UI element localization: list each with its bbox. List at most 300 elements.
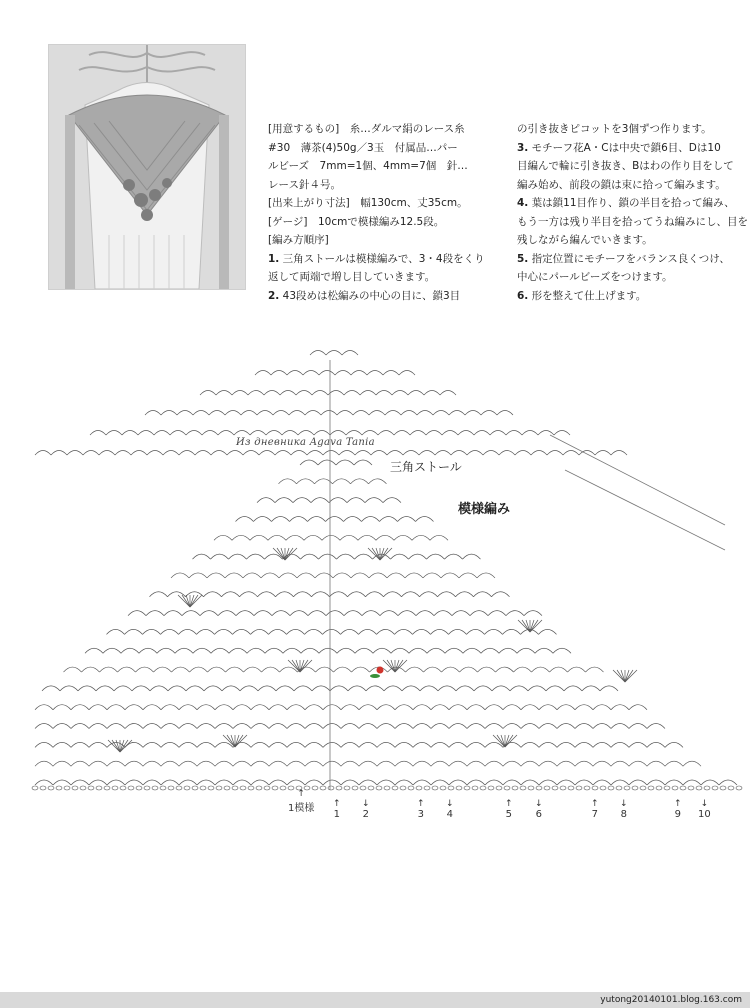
chain-arc	[257, 498, 275, 503]
chain-arc	[420, 592, 438, 597]
fan-stitch	[277, 548, 285, 560]
chain-arc	[413, 629, 431, 634]
chain-arc	[355, 648, 373, 653]
chain-arc	[485, 761, 503, 766]
chain-arc	[161, 724, 179, 729]
chain-arc	[323, 724, 341, 729]
chain-arc	[341, 742, 359, 747]
picot-arc	[280, 391, 296, 396]
chain-arc	[179, 780, 197, 785]
fan-stitch	[182, 595, 190, 607]
crochet-chart	[25, 330, 750, 830]
chain-arc	[143, 761, 161, 766]
arrow-down-icon: ↓	[700, 799, 709, 809]
chain-arc	[107, 780, 125, 785]
chain-arc	[395, 761, 413, 766]
chain-arc	[398, 516, 416, 521]
chain-arc	[568, 667, 586, 672]
picot-arc	[483, 451, 499, 456]
picot-arc	[248, 391, 264, 396]
chain-arc	[398, 611, 416, 616]
chain-arc	[279, 479, 297, 484]
picot-arc	[383, 371, 399, 376]
chain-arc	[391, 648, 409, 653]
picot-arc	[186, 431, 202, 436]
chain-arc	[557, 742, 575, 747]
chain-arc	[258, 686, 276, 691]
chain-arc	[215, 780, 233, 785]
step-line	[268, 250, 485, 269]
chain-arc	[197, 761, 215, 766]
chain-arc	[460, 667, 478, 672]
chain-arc	[154, 667, 172, 672]
chain-arc	[53, 705, 71, 710]
chain-arc	[539, 724, 557, 729]
chain-arc	[354, 460, 372, 465]
chain-arc	[438, 686, 456, 691]
chain-arc	[53, 724, 71, 729]
chain-arc	[312, 686, 330, 691]
repeat-number: ↑ 5	[505, 799, 513, 820]
picot-arc	[282, 431, 298, 436]
chain-arc	[125, 742, 143, 747]
chain-arc	[445, 554, 463, 559]
chain-arc	[362, 611, 380, 616]
step-text: 目編んで輪に引き抜き、Bはわの作り目をして	[517, 160, 734, 172]
chain-arc	[485, 724, 503, 729]
chain-arc	[387, 573, 405, 578]
picot-arc	[216, 391, 232, 396]
chain-arc	[431, 780, 449, 785]
chain-arc	[459, 573, 477, 578]
chain-arc	[197, 629, 215, 634]
picot-arc	[257, 411, 273, 416]
chain-arc	[258, 592, 276, 597]
chain-arc	[442, 667, 460, 672]
picot-arc	[371, 451, 387, 456]
chain-arc	[456, 686, 474, 691]
step-line	[517, 268, 748, 287]
chain-arc	[467, 761, 485, 766]
chain-arc	[405, 573, 423, 578]
chain-arc	[344, 611, 362, 616]
arrow-down-icon: ↓	[362, 799, 370, 809]
chain-arc	[329, 498, 347, 503]
chain-arc	[251, 742, 269, 747]
chain-arc	[276, 592, 294, 597]
picot-arc	[385, 411, 401, 416]
picot-arc	[538, 431, 554, 436]
chain-arc	[233, 761, 251, 766]
step-text: 葉は鎖11目作り、鎖の半目を拾って編み、	[531, 197, 735, 209]
chain-arc	[293, 498, 311, 503]
chain-arc	[308, 516, 326, 521]
picot-arc	[289, 411, 305, 416]
chain-arc	[319, 648, 337, 653]
chain-arc	[323, 705, 341, 710]
chain-arc	[416, 516, 434, 521]
chain-arc	[125, 780, 143, 785]
picot-arc	[122, 431, 138, 436]
chain-arc	[575, 780, 593, 785]
picot-arc	[275, 451, 291, 456]
chain-arc	[125, 705, 143, 710]
picot-arc	[303, 371, 319, 376]
size-line: [出来上がり寸法] 幅130cm、丈35cm。	[268, 197, 468, 209]
chain-arc	[272, 516, 290, 521]
chain-arc	[477, 573, 495, 578]
chain-arc	[629, 761, 647, 766]
chain-arc	[373, 648, 391, 653]
arrow-down-icon: ↓	[620, 799, 628, 809]
fan-stitch	[505, 735, 513, 747]
chain-arc	[71, 742, 89, 747]
picot-arc	[362, 431, 378, 436]
chain-arc	[305, 705, 323, 710]
chain-arc	[463, 648, 481, 653]
chain-arc	[179, 705, 197, 710]
repeat-markers	[0, 790, 750, 820]
step-text: 編み始め、前段の鎖は束に拾って編みます。	[517, 178, 726, 191]
picot-arc	[259, 451, 275, 456]
chain-arc	[78, 686, 96, 691]
chain-arc	[312, 592, 330, 597]
chain-arc	[226, 667, 244, 672]
chain-arc	[247, 554, 265, 559]
chain-arc	[89, 780, 107, 785]
picot-arc	[287, 371, 303, 376]
chain-arc	[233, 629, 251, 634]
chain-arc	[377, 742, 395, 747]
chain-arc	[175, 648, 193, 653]
chain-arc	[434, 611, 452, 616]
chain-arc	[557, 761, 575, 766]
chain-arc	[611, 742, 629, 747]
chain-arc	[352, 667, 370, 672]
chain-arc	[222, 686, 240, 691]
chain-arc	[383, 498, 401, 503]
chain-arc	[369, 479, 387, 484]
chain-arc	[305, 742, 323, 747]
picot-arc	[531, 451, 547, 456]
chain-arc	[359, 705, 377, 710]
picot-arc	[433, 411, 449, 416]
chain-arc	[409, 648, 427, 653]
picot-arc	[490, 431, 506, 436]
chain-arc	[64, 667, 82, 672]
repeat-label: ↑ 1模様	[288, 789, 315, 814]
chain-arc	[143, 629, 161, 634]
chain-arc	[71, 780, 89, 785]
chain-arc	[143, 742, 161, 747]
chain-arc	[488, 611, 506, 616]
chain-arc	[197, 742, 215, 747]
picot-arc	[195, 451, 211, 456]
chain-arc	[330, 592, 348, 597]
chain-arc	[35, 780, 53, 785]
instructions-right	[517, 120, 748, 305]
picot-arc	[387, 451, 403, 456]
picot-arc	[497, 411, 513, 416]
chain-arc	[496, 667, 514, 672]
chain-arc	[539, 705, 557, 710]
chain-arc	[197, 705, 215, 710]
step-number: 4.	[517, 197, 529, 209]
picot-arc	[426, 431, 442, 436]
chain-arc	[254, 516, 272, 521]
chain-arc	[204, 592, 222, 597]
chain-arc	[395, 629, 413, 634]
chain-arc	[503, 780, 521, 785]
chain-arc	[132, 686, 150, 691]
chain-arc	[179, 629, 197, 634]
chain-arc	[347, 498, 365, 503]
picot-arc	[35, 451, 51, 456]
chain-arc	[287, 724, 305, 729]
chain-arc	[593, 724, 611, 729]
picot-arc	[344, 391, 360, 396]
chain-arc	[305, 761, 323, 766]
picot-arc	[241, 411, 257, 416]
chain-arc	[503, 724, 521, 729]
repeat-number: ↑ 3	[417, 799, 425, 820]
chain-arc	[380, 516, 398, 521]
chain-arc	[186, 686, 204, 691]
chain-arc	[319, 554, 337, 559]
chain-arc	[377, 780, 395, 785]
fan-stitch	[112, 740, 120, 752]
stole-label: 三角ストール	[390, 460, 462, 474]
step-text: 指定位置にモチーフをバランス良くつけ、	[531, 252, 730, 265]
chain-arc	[275, 498, 293, 503]
picot-arc	[305, 411, 321, 416]
picot-arc	[209, 411, 225, 416]
chain-arc	[215, 742, 233, 747]
chain-arc	[431, 742, 449, 747]
chain-arc	[337, 554, 355, 559]
chain-arc	[316, 667, 334, 672]
chain-arc	[413, 742, 431, 747]
chain-arc	[341, 724, 359, 729]
step-number: 5.	[517, 252, 529, 265]
chain-arc	[575, 705, 593, 710]
materials-line: [用意するもの] 糸…ダルマ絹のレース糸	[268, 123, 465, 135]
materials-line: ルビーズ 7mm=1個、4mm=7個 針…	[268, 160, 468, 172]
chain-arc	[236, 516, 254, 521]
chain-arc	[114, 686, 132, 691]
chain-arc	[413, 761, 431, 766]
picot-arc	[506, 431, 522, 436]
picot-arc	[99, 451, 115, 456]
chain-arc	[60, 686, 78, 691]
picot-arc	[399, 371, 415, 376]
chain-arc	[268, 535, 286, 540]
picot-arc	[342, 351, 358, 356]
chain-arc	[35, 742, 53, 747]
chain-arc	[208, 667, 226, 672]
step-number: 3.	[517, 141, 529, 154]
fan-stitch	[395, 660, 403, 672]
chain-arc	[600, 686, 618, 691]
step-line	[517, 139, 748, 158]
chain-arc	[611, 780, 629, 785]
picot-arc	[330, 431, 346, 436]
picot-arc	[234, 431, 250, 436]
picot-arc	[266, 431, 282, 436]
chain-arc	[377, 705, 395, 710]
chain-arc	[485, 780, 503, 785]
chain-arc	[366, 592, 384, 597]
picot-arc	[465, 411, 481, 416]
chain-arc	[96, 686, 114, 691]
chain-arc	[647, 761, 665, 766]
picot-arc	[351, 371, 367, 376]
picot-arc	[83, 451, 99, 456]
chain-arc	[394, 535, 412, 540]
picot-arc	[319, 371, 335, 376]
step-text: 返して両端で増し目していきます。	[268, 271, 436, 283]
picot-arc	[193, 411, 209, 416]
picot-arc	[243, 451, 259, 456]
chain-arc	[136, 667, 154, 672]
chain-arc	[575, 742, 593, 747]
picot-arc	[451, 451, 467, 456]
picot-arc	[376, 391, 392, 396]
watermark-text: Из дневника Agava Tania	[236, 437, 375, 448]
chain-arc	[485, 742, 503, 747]
chain-arc	[35, 705, 53, 710]
chain-arc	[304, 535, 322, 540]
chain-arc	[125, 724, 143, 729]
chain-arc	[326, 516, 344, 521]
chain-arc	[665, 742, 683, 747]
picot-arc	[403, 451, 419, 456]
chain-arc	[611, 761, 629, 766]
picot-arc	[271, 371, 287, 376]
chain-arc	[323, 761, 341, 766]
picot-arc	[401, 411, 417, 416]
chain-arc	[204, 686, 222, 691]
chain-arc	[683, 761, 701, 766]
picot-arc	[314, 431, 330, 436]
chain-arc	[413, 724, 431, 729]
step-number: 6.	[517, 289, 529, 302]
chain-arc	[506, 611, 524, 616]
repeat-number: ↓ 2	[362, 799, 370, 820]
chain-arc	[333, 479, 351, 484]
chain-arc	[376, 535, 394, 540]
repeat-number: ↓ 8	[620, 799, 628, 820]
chain-arc	[197, 724, 215, 729]
picot-arc	[424, 391, 440, 396]
chain-arc	[384, 592, 402, 597]
chain-arc	[42, 686, 60, 691]
chain-arc	[467, 742, 485, 747]
picot-arc	[296, 391, 312, 396]
picot-arc	[449, 411, 465, 416]
chain-arc	[236, 611, 254, 616]
chain-arc	[341, 761, 359, 766]
chain-arc	[359, 629, 377, 634]
chain-arc	[330, 686, 348, 691]
chain-arc	[323, 742, 341, 747]
step-line	[268, 287, 485, 306]
chain-arc	[294, 686, 312, 691]
chain-arc	[190, 667, 208, 672]
picot-arc	[442, 431, 458, 436]
chain-arc	[503, 705, 521, 710]
picot-arc	[323, 451, 339, 456]
chain-arc	[143, 780, 161, 785]
chain-arc	[521, 742, 539, 747]
chain-arc	[441, 573, 459, 578]
repeat-number: ↓ 6	[535, 799, 543, 820]
fan-stitch	[235, 735, 243, 747]
chain-arc	[233, 780, 251, 785]
arrow-up-icon: ↑	[297, 789, 305, 799]
chain-arc	[665, 761, 683, 766]
chain-arc	[514, 667, 532, 672]
chain-arc	[279, 573, 297, 578]
chain-arc	[528, 686, 546, 691]
chain-arc	[377, 761, 395, 766]
chain-arc	[575, 724, 593, 729]
chain-arc	[280, 667, 298, 672]
chain-arc	[35, 724, 53, 729]
chain-arc	[452, 611, 470, 616]
chain-arc	[384, 686, 402, 691]
chain-arc	[521, 761, 539, 766]
chain-arc	[89, 742, 107, 747]
chain-arc	[305, 780, 323, 785]
chain-arc	[143, 705, 161, 710]
chain-arc	[269, 724, 287, 729]
chain-arc	[359, 780, 377, 785]
chain-arc	[218, 611, 236, 616]
chain-arc	[53, 761, 71, 766]
chain-arc	[287, 761, 305, 766]
chain-arc	[517, 648, 535, 653]
chain-arc	[449, 780, 467, 785]
chain-arc	[240, 592, 258, 597]
chain-arc	[251, 629, 269, 634]
chain-arc	[244, 667, 262, 672]
picot-arc	[595, 451, 611, 456]
chain-arc	[431, 724, 449, 729]
fan-stitch	[530, 620, 538, 632]
picot-arc	[339, 451, 355, 456]
picot-arc	[321, 411, 337, 416]
chain-arc	[539, 780, 557, 785]
chain-arc	[215, 629, 233, 634]
chain-arc	[254, 611, 272, 616]
chain-arc	[344, 516, 362, 521]
chain-arc	[359, 724, 377, 729]
step-line	[517, 120, 748, 139]
picot-arc	[255, 371, 271, 376]
chain-arc	[351, 479, 369, 484]
chain-arc	[107, 724, 125, 729]
chain-arc	[333, 573, 351, 578]
chain-arc	[431, 629, 449, 634]
chain-arc	[197, 780, 215, 785]
chain-arc	[269, 761, 287, 766]
chain-arc	[351, 573, 369, 578]
chain-arc	[395, 780, 413, 785]
chain-arc	[474, 592, 492, 597]
fan-stitch	[300, 660, 308, 672]
chain-arc	[337, 648, 355, 653]
